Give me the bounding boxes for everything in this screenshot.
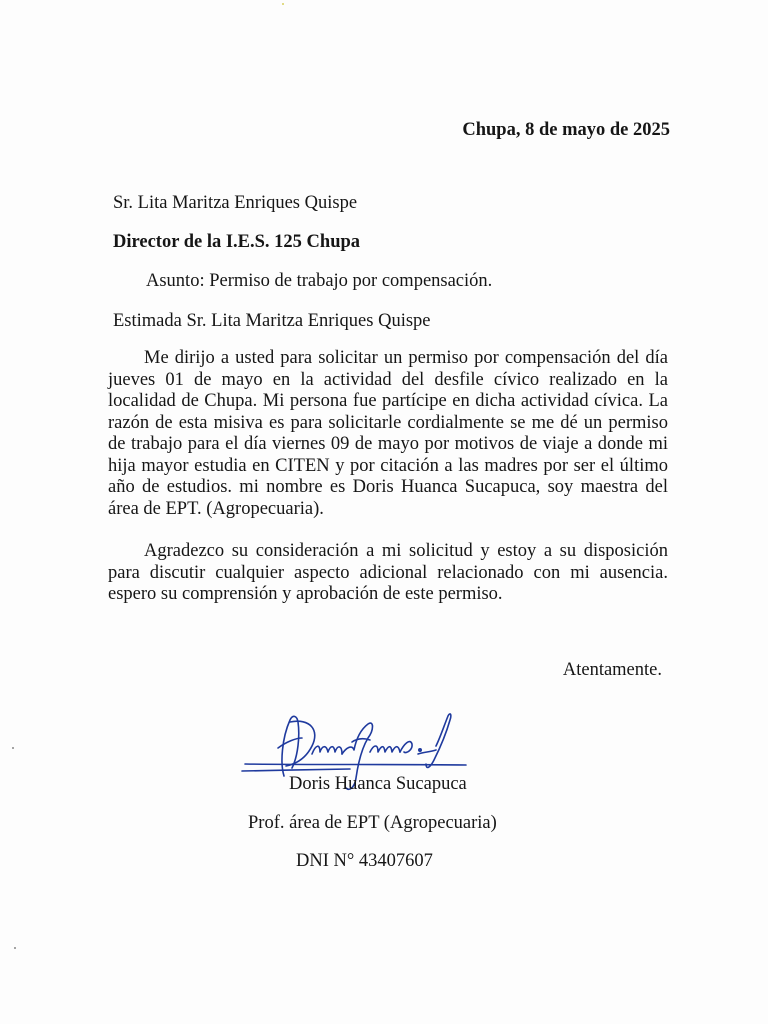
closing: Atentamente. (562, 660, 662, 680)
scan-speck (12, 747, 14, 749)
subject-line: Asunto: Permiso de trabajo por compensación. (146, 271, 493, 291)
recipient-title: Director de la I.E.S. 125 Chupa (113, 232, 361, 252)
scan-speck (282, 3, 284, 5)
body-paragraph-2: Agradezco su consideración a mi solicitud y estoy a su disposición para discutir cualquier aspecto adicional relacionado con mi ausencia. espero su comprensión y aprobación de este permiso. (108, 541, 668, 604)
place-date: Chupa, 8 de mayo de 2025 (462, 120, 670, 140)
scan-speck (14, 947, 16, 949)
body-paragraph-1: Me dirijo a usted para solicitar un permiso por compensación del día jueves 01 de mayo en la actividad del desfile cívico realizado en la localidad de Chupa. Mi persona fue partícipe en dicha actividad cívica. La razón de esta misiva es para solicitarle cordialmente se me dé un permiso de trabajo para el día viernes 09 de mayo por motivos de viaje a donde mi hija mayor estudia en CITEN y por citación a las madres por ser el último año de estudios. mi nombre es Doris Huanca Sucapuca, soy maestra del área de EPT. (Agropecuaria). (108, 348, 668, 519)
recipient-name: Sr. Lita Maritza Enriques Quispe (113, 193, 358, 213)
signer-role: Prof. área de EPT (Agropecuaria) (248, 813, 497, 833)
signer-id: DNI N° 43407607 (296, 851, 433, 871)
signer-name: Doris Huanca Sucapuca (289, 774, 467, 794)
salutation: Estimada Sr. Lita Maritza Enriques Quispe (113, 311, 431, 331)
